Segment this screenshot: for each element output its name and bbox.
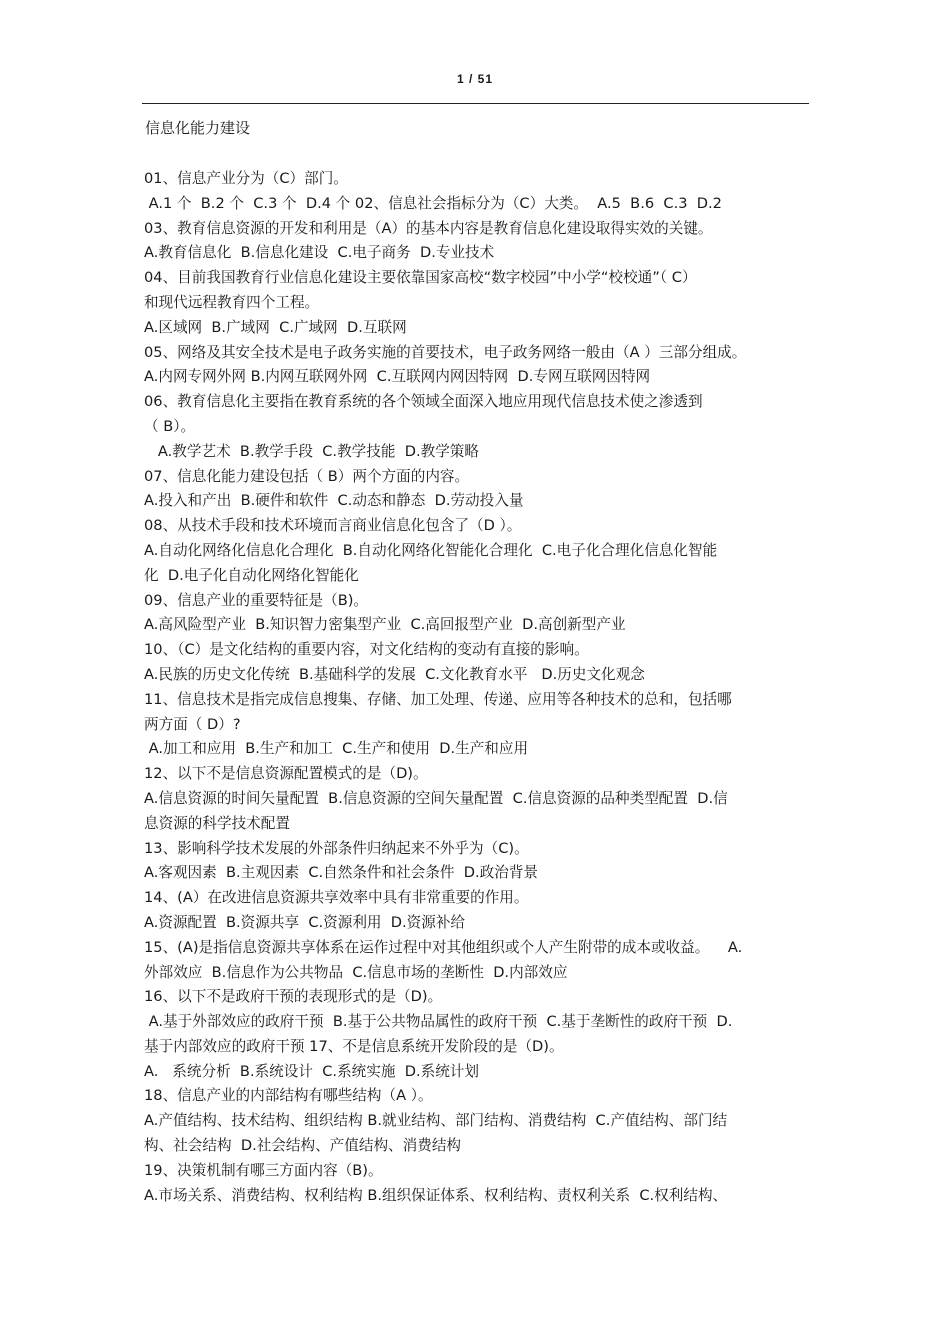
text-line: 外部效应 B.信息作为公共物品 C.信息市场的垄断性 D.内部效应: [144, 963, 568, 981]
text-line: A.自动化网络化信息化合理化 B.自动化网络化智能化合理化 C.电子化合理化信息化智能: [144, 541, 718, 559]
text-line: A.客观因素 B.主观因素 C.自然条件和社会条件 D.政治背景: [144, 864, 539, 882]
page-number: 1 / 51: [456, 72, 494, 86]
text-line: 12、以下不是信息资源配置模式的是（D)。: [144, 765, 428, 783]
text-line: A.产值结构、技术结构、组织结构 B.就业结构、部门结构、消费结构 C.产值结构、部门结: [144, 1112, 728, 1130]
text-line: 13、影响科学技术发展的外部条件归纳起来不外乎为（C)。: [144, 839, 529, 857]
text-line: A.高风险型产业 B.知识智力密集型产业 C.高回报型产业 D.高创新型产业: [144, 616, 626, 634]
text-line: A.投入和产出 B.硬件和软件 C.动态和静态 D.劳动投入量: [144, 492, 524, 510]
text-line: 04、目前我国教育行业信息化建设主要依靠国家高校“数字校园”中小学“校校通”（ C）: [144, 269, 697, 287]
text-line: A.区域网 B.广域网 C.广域网 D.互联网: [144, 318, 407, 336]
text-line: 基于内部效应的政府干预 17、不是信息系统开发阶段的是（D)。: [144, 1037, 564, 1055]
text-line: A.教学艺术 B.教学手段 C.教学技能 D.教学策略: [144, 442, 479, 460]
text-line: 05、网络及其安全技术是电子政务实施的首要技术，电子政务网络一般由（A ）三部分组成。: [144, 343, 747, 361]
text-line: （ B）。: [144, 417, 196, 435]
text-line: A.市场关系、消费结构、权利结构 B.组织保证体系、权利结构、责权利关系 C.权利结构、: [144, 1186, 728, 1204]
text-line: 化 D.电子化自动化网络化智能化: [144, 566, 359, 584]
text-line: A. 系统分析 B.系统设计 C.系统实施 D.系统计划: [144, 1062, 479, 1080]
text-line: A.教育信息化 B.信息化建设 C.电子商务 D.专业技术: [144, 244, 495, 262]
text-line: 16、以下不是政府干预的表现形式的是（D)。: [144, 988, 443, 1006]
text-line: A.民族的历史文化传统 B.基础科学的发展 C.文化教育水平 D.历史文化观念: [144, 665, 645, 683]
text-line: 09、信息产业的重要特征是（B)。: [144, 591, 368, 609]
text-line: A.内网专网外网 B.内网互联网外网 C.互联网内网因特网 D.专网互联网因特网: [144, 368, 651, 386]
text-line: 01、信息产业分为（C）部门。: [144, 170, 348, 187]
text-line: 03、教育信息资源的开发和利用是（A）的基本内容是教育信息化建设取得实效的关键。: [144, 219, 713, 237]
text-line: A.信息资源的时间矢量配置 B.信息资源的空间矢量配置 C.信息资源的品种类型配置 D.信: [144, 789, 728, 807]
text-line: 08、从技术手段和技术环境而言商业信息化包含了（D ）。: [144, 517, 522, 535]
text-line: 和现代远程教育四个工程。: [144, 293, 320, 311]
text-line: 18、信息产业的内部结构有哪些结构（A ）。: [144, 1087, 433, 1105]
text-line: 10、（C）是文化结构的重要内容，对文化结构的变动有直接的影响。: [144, 641, 589, 659]
text-line: A.资源配置 B.资源共享 C.资源利用 D.资源补给: [144, 913, 466, 931]
document-title: 信息化能力建设: [145, 119, 251, 137]
text-line: 11、信息技术是指完成信息搜集、存储、加工处理、传递、应用等各种技术的总和，包括哪: [144, 690, 732, 708]
text-line: 15、(A)是指信息资源共享体系在运作过程中对其他组织或个人产生附带的成本或收益。 A.: [144, 938, 743, 956]
text-line: 两方面（ D）?: [144, 715, 241, 733]
text-line: 息资源的科学技术配置: [144, 814, 290, 832]
header-divider: [142, 103, 809, 104]
document-body: [144, 167, 814, 1208]
text-line: A.基于外部效应的政府干预 B.基于公共物品属性的政府干预 C.基于垄断性的政府干预 D.: [144, 1013, 733, 1031]
text-line: A.1 个 B.2 个 C.3 个 D.4 个 02、信息社会指标分为（C）大类。 A.5 B.6 C.3 D.2: [144, 194, 722, 212]
text-line: 14、(A）在改进信息资源共享效率中具有非常重要的作用。: [144, 889, 529, 907]
text-line: A.加工和应用 B.生产和加工 C.生产和使用 D.生产和应用: [144, 740, 529, 758]
text-line: 构、社会结构 D.社会结构、产值结构、消费结构: [144, 1137, 462, 1155]
text-line: 19、决策机制有哪三方面内容（B)。: [144, 1161, 383, 1179]
text-line: 06、教育信息化主要指在教育系统的各个领域全面深入地应用现代信息技术使之渗透到: [144, 393, 703, 411]
text-line: 07、信息化能力建设包括（ B）两个方面的内容。: [144, 467, 470, 485]
